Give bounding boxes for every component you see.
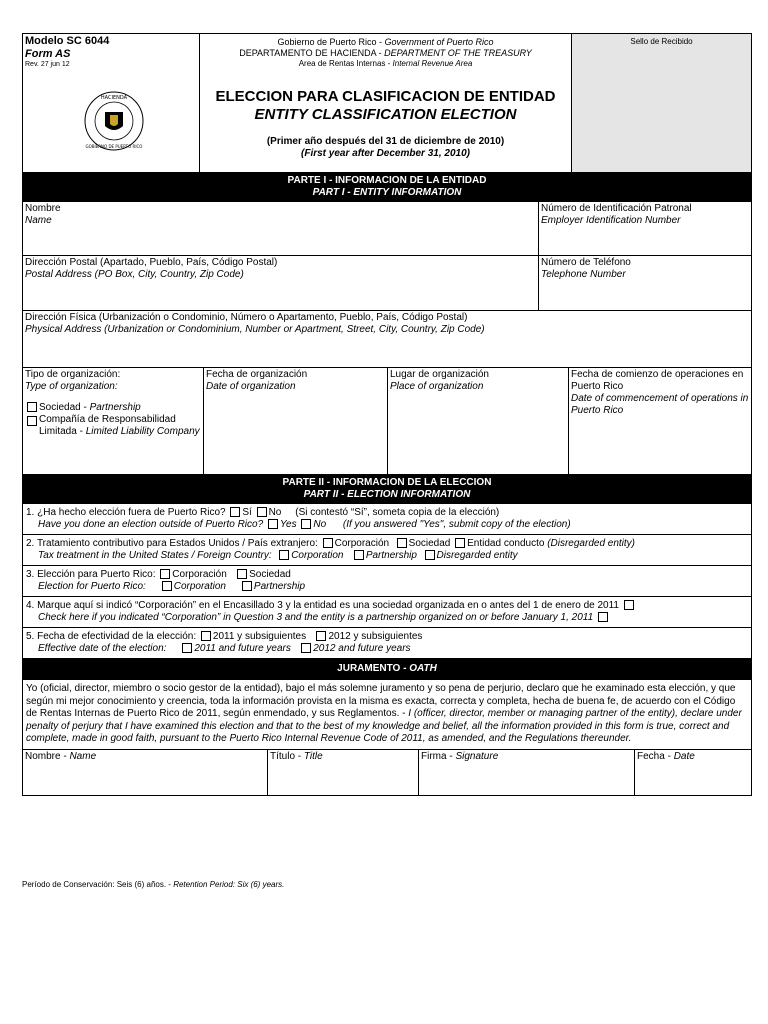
gov-en: Government of Puerto Rico (384, 37, 494, 47)
signer-title-field[interactable] (268, 750, 419, 795)
date-label-en: Date (673, 750, 695, 762)
q2-part-checkbox-en[interactable] (354, 550, 364, 560)
q2-ent-label-en: (Disregarded entity) (547, 538, 636, 549)
question-4 (23, 597, 751, 628)
part2-header (23, 475, 751, 504)
q5-text-es: 5. Fecha de efectividad de la elección: (26, 631, 197, 642)
q2-ent-label: Entidad conducto (467, 538, 548, 549)
form-id-block (23, 34, 200, 172)
q3-soc-checkbox[interactable] (237, 569, 247, 579)
q1-text-en: Have you done an election outside of Puerto Rico? (38, 519, 264, 530)
q5-2012-label: 2012 y subsiguientes (328, 631, 423, 642)
form-header (23, 34, 751, 173)
organization-row (23, 368, 751, 475)
orgdate-label-en: Date of organization (206, 381, 296, 392)
q5-2011-checkbox[interactable] (201, 631, 211, 641)
option-llc[interactable] (25, 414, 201, 438)
question-3 (23, 566, 751, 597)
signer-name-field[interactable] (23, 750, 268, 795)
dept-es: DEPARTAMENTO DE HACIENDA - (239, 47, 385, 58)
q2-corp-checkbox-en[interactable] (279, 550, 289, 560)
q2-corp-label: Corporación (334, 538, 390, 549)
oath-title-en: OATH (409, 663, 437, 674)
q3-corp-label-en: Corporation (173, 581, 226, 592)
q5-2012-checkbox-en[interactable] (301, 643, 311, 653)
opt-partnership-es: Sociedad - (39, 402, 90, 413)
name-row (23, 202, 751, 256)
orgtype-label-en: Type of organization: (25, 381, 118, 392)
seal-bottom-text: GOBIERNO DE PUERTO RICO (85, 144, 143, 149)
year-note-en: (First year after December 31, 2010) (301, 148, 470, 160)
part2-title-es: PARTE II - INFORMACION DE LA ELECCION (282, 477, 492, 488)
operations-date-field[interactable] (569, 368, 751, 474)
q4-checkbox[interactable] (624, 600, 634, 610)
q5-2011-label: 2011 y subsiguientes (212, 631, 307, 642)
opt-llc-es: Compañía de Responsabilidad Limitada - (39, 414, 176, 437)
received-stamp-label: Sello de Recibido (630, 37, 693, 46)
hacienda-seal-icon (83, 90, 145, 152)
ein-label-en: Employer Identification Number (541, 215, 681, 226)
name-field[interactable] (23, 202, 539, 255)
oath-text-es: Yo (oficial, director, miembro o socio gestor de la entidad), bajo el más solemne juramento y so pena de perjurio, declaro que he examinado esta elección, y que según mi mejor conocimiento y creencia, toda la información provista en la misma es exacta, correcta y completa, hecha de buena fe, de acuerdo con el Código de Rentas Internas de Puerto Rico de 2011, según enmendado, y sus Reglamentos. - (26, 683, 736, 719)
q1-no-label-en: No (313, 519, 327, 530)
orgdate-label-es: Fecha de organización (206, 369, 308, 380)
received-stamp-box (572, 34, 751, 172)
q1-text-es: 1. ¿Ha hecho elección fuera de Puerto Rico? (26, 507, 226, 518)
opt-llc-en: Limited Liability Company (85, 426, 200, 437)
orgplace-label-en: Place of organization (390, 381, 484, 392)
question-5 (23, 628, 751, 659)
signature-label-es: Firma - (421, 750, 456, 762)
opt-partnership-en: Partnership (89, 402, 141, 413)
q5-2012-label-en: 2012 and future years (313, 643, 411, 654)
signature-row (23, 750, 751, 795)
q4-checkbox-en[interactable] (598, 612, 608, 622)
q3-soc-label: Sociedad (249, 569, 291, 580)
q2-part-label-en: Partnership (365, 550, 417, 561)
phys-label-en: Physical Address (Urbanization or Condominium, Number or Apartment, Street, City, Country, Zip Code) (25, 324, 485, 335)
q2-soc-checkbox[interactable] (397, 538, 407, 548)
q2-corp-label-en: Corporation (291, 550, 344, 561)
oath-text-en: I (officer, director, member or managing partner of the entity), declare under penalty of perjury that I have examined this election and that to the best of my knowledge and belief, all the information provided in this form is true, correct and complete, made in good faith, pursuant to the Puerto Rico Internal Revenue Code of 2011, as amended, and the Regulations thereunder. (26, 708, 742, 744)
opdate-label-en: Date of commencement of operations in Puerto Rico (571, 393, 749, 416)
q2-soc-label: Sociedad (408, 538, 451, 549)
question-1 (23, 504, 751, 535)
form-title-es: ELECCION PARA CLASIFICACION DE ENTIDAD (215, 88, 556, 106)
dept-en: DEPARTMENT OF THE TREASURY (384, 47, 532, 58)
q1-no-label: No (268, 507, 282, 518)
opdate-label-es: Fecha de comienzo de operaciones en Puerto Rico (571, 369, 744, 392)
q3-part-checkbox-en[interactable] (242, 581, 252, 591)
question-2 (23, 535, 751, 566)
area-en: Internal Revenue Area (392, 58, 473, 68)
oath-title-es: JURAMENTO - (337, 663, 410, 674)
postal-row (23, 256, 751, 311)
q3-corp-label: Corporación (172, 569, 227, 580)
q3-corp-checkbox[interactable] (160, 569, 170, 579)
q4-text-en: Check here if you indicated “Corporation” in Question 3 and the entity is a partnership organized on or before January 1, 2011 (38, 612, 594, 623)
q1-yes-label-en: Yes (279, 519, 297, 530)
signer-name-label-es: Nombre - (25, 750, 70, 762)
q2-ent-checkbox[interactable] (455, 538, 465, 548)
option-partnership[interactable] (25, 402, 201, 414)
retention-en: Retention Period: Six (6) years. (173, 880, 285, 889)
name-label-en: Name (25, 215, 52, 226)
q3-text-es: 3. Elección para Puerto Rico: (26, 569, 156, 580)
q5-2011-checkbox-en[interactable] (182, 643, 192, 653)
org-date-field[interactable] (204, 368, 388, 474)
llc-checkbox[interactable] (27, 416, 37, 426)
q1-note-es: (Si contestó “Sí”, someta copia de la elección) (295, 507, 500, 518)
seal-top-text: HACIENDA (100, 95, 128, 101)
retention-es: Período de Conservación: Seis (6) años. - (22, 880, 174, 889)
part1-header (23, 173, 751, 202)
oath-text (23, 680, 751, 750)
phys-label-es: Dirección Física (Urbanización o Condominio, Número o Apartamento, Pueblo, País, Código Postal) (25, 312, 468, 323)
name-label-es: Nombre (25, 203, 61, 214)
phone-label-en: Telephone Number (541, 269, 626, 280)
q3-corp-checkbox-en[interactable] (162, 581, 172, 591)
q2-text-en: Tax treatment in the United States / Foreign Country: (38, 550, 272, 561)
orgtype-label-es: Tipo de organización: (25, 369, 121, 380)
oath-header (23, 659, 751, 680)
revision-date: Rev. 27 jun 12 (25, 61, 70, 69)
q2-dis-checkbox-en[interactable] (425, 550, 435, 560)
area-es: Area de Rentas Internas - (298, 58, 393, 68)
q1-si-label: Sí (242, 507, 252, 518)
partnership-checkbox[interactable] (27, 402, 37, 412)
form-sc-6044 (22, 33, 752, 796)
form-title-en: ENTITY CLASSIFICATION ELECTION (254, 106, 517, 124)
postal-label-es: Dirección Postal (Apartado, Pueblo, País, Código Postal) (25, 257, 278, 268)
physical-row (23, 311, 751, 368)
q1-no-checkbox-en[interactable] (301, 519, 311, 529)
q5-2012-checkbox[interactable] (316, 631, 326, 641)
year-note-es: (Primer año después del 31 de diciembre de 2010) (266, 136, 505, 148)
q1-yes-checkbox-en[interactable] (268, 519, 278, 529)
signature-field[interactable] (419, 750, 635, 795)
signature-label-en: Signature (455, 750, 499, 762)
gov-es: Gobierno de Puerto Rico - (277, 37, 385, 47)
model-number: Modelo SC 6044 (25, 35, 110, 47)
postal-address-field[interactable] (23, 256, 539, 310)
q1-note-en: (If you answered "Yes", submit copy of the election) (342, 519, 571, 530)
part1-title-es: PARTE I - INFORMACION DE LA ENTIDAD (287, 175, 487, 186)
q5-text-en: Effective date of the election: (38, 643, 167, 654)
q4-text-es: 4. Marque aquí si indicó “Corporación” en el Encasillado 3 y la entidad es una sociedad organizada en o antes del 1 de enero de 2011 (26, 600, 619, 611)
part2-title-en: PART II - ELECTION INFORMATION (303, 489, 471, 500)
q5-2011-label-en: 2011 and future years (194, 643, 291, 654)
orgplace-label-es: Lugar de organización (390, 369, 489, 380)
q2-corp-checkbox[interactable] (323, 538, 333, 548)
postal-label-en: Postal Address (PO Box, City, Country, Zip Code) (25, 269, 244, 280)
form-code: Form AS (25, 48, 71, 61)
form-title-block (200, 34, 572, 172)
signer-name-label-en: Name (69, 750, 97, 762)
date-field[interactable] (635, 750, 751, 795)
q2-text-es: 2. Tratamiento contributivo para Estados Unidos / País extranjero: (26, 538, 318, 549)
ein-field[interactable] (539, 202, 751, 255)
physical-address-field[interactable] (23, 311, 751, 367)
org-place-field[interactable] (388, 368, 569, 474)
signer-title-label-es: Título - (270, 750, 304, 762)
q2-dis-label-en: Disregarded entity (436, 550, 518, 561)
q3-text-en: Election for Puerto Rico: (38, 581, 146, 592)
signer-title-label-en: Title (303, 750, 323, 762)
date-label-es: Fecha - (637, 750, 674, 762)
part1-title-en: PART I - ENTITY INFORMATION (312, 187, 462, 198)
org-type-cell (23, 368, 204, 474)
q3-part-label-en: Partnership (253, 581, 306, 592)
q1-si-checkbox[interactable] (230, 507, 240, 517)
retention-note (22, 880, 284, 890)
phone-field[interactable] (539, 256, 751, 310)
q1-no-checkbox[interactable] (257, 507, 267, 517)
phone-label-es: Número de Teléfono (541, 257, 631, 268)
ein-label-es: Número de Identificación Patronal (541, 203, 692, 214)
